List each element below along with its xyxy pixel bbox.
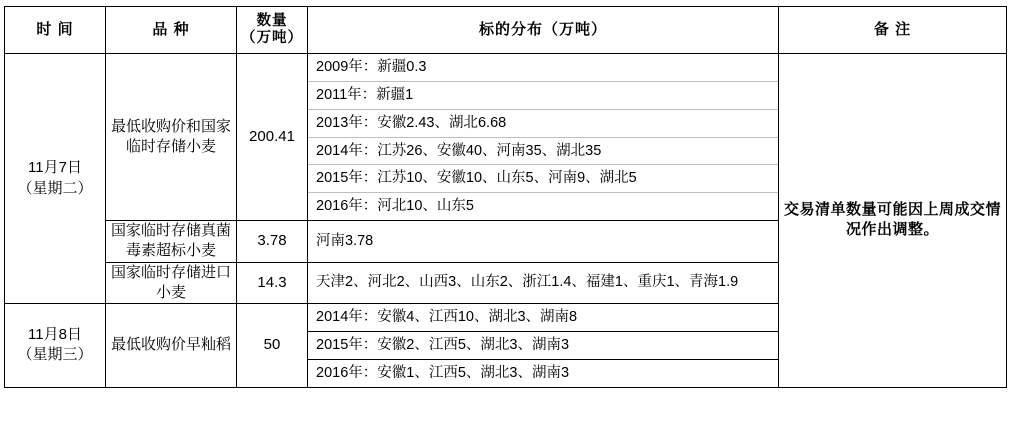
date-main-day2: 11月8日 — [28, 326, 82, 344]
auction-schedule-table — [4, 6, 1007, 388]
variety-quantity: 200.41 — [237, 54, 308, 221]
header-note: 备 注 — [779, 7, 1007, 54]
distribution-list — [308, 228, 778, 255]
list-item: 2014年：江苏26、安徽40、河南35、湖北35 — [308, 137, 778, 165]
list-item: 2016年：河北10、山东5 — [316, 198, 474, 215]
table-row — [5, 54, 1007, 221]
list-item: 2011年：新疆1 — [308, 81, 778, 109]
variety-name: 最低收购价早籼稻 — [106, 304, 237, 388]
distribution-cell — [308, 54, 779, 221]
header-time: 时 间 — [5, 7, 106, 54]
list-item: 2015年：安徽2、江西5、湖北3、湖南3 — [316, 336, 570, 353]
table-header-row — [5, 7, 1007, 54]
distribution-list — [308, 332, 778, 359]
distribution-cell — [308, 221, 779, 263]
list-item: 2013年：安徽2.43、湖北6.68 — [308, 109, 778, 137]
header-distribution: 标的分布（万吨） — [308, 7, 779, 54]
header-quantity-line1: 数量 — [256, 13, 288, 30]
variety-quantity: 3.78 — [237, 221, 308, 263]
variety-quantity: 50 — [237, 304, 308, 388]
date-main-day1: 11月7日 — [28, 159, 82, 177]
variety-name: 最低收购价和国家临时存储小麦 — [106, 54, 237, 221]
list-item: 2009年：新疆0.3 — [308, 54, 778, 81]
header-kind: 品 种 — [106, 7, 237, 54]
list-item: 河南3.78 — [316, 232, 374, 249]
distribution-cell — [308, 359, 779, 387]
date-cell-day1 — [5, 54, 106, 304]
distribution-list — [308, 360, 778, 387]
distribution-cell — [308, 331, 779, 359]
date-sub-day2: （星期三） — [17, 346, 93, 364]
variety-name: 国家临时存储真菌毒素超标小麦 — [106, 221, 237, 263]
distribution-cell — [308, 262, 779, 304]
distribution-list — [308, 54, 778, 220]
date-cell-day2 — [5, 304, 106, 388]
header-quantity — [237, 7, 308, 54]
list-item: 2015年：江苏10、安徽10、山东5、河南9、湖北5 — [308, 165, 778, 193]
distribution-list — [308, 304, 778, 331]
header-quantity-line2: （万吨） — [241, 30, 303, 46]
variety-quantity: 14.3 — [237, 262, 308, 304]
distribution-list — [308, 269, 778, 296]
list-item: 2016年：安徽1、江西5、湖北3、湖南3 — [316, 364, 570, 381]
date-sub-day1: （星期二） — [17, 179, 93, 197]
variety-name: 国家临时存储进口小麦 — [106, 262, 237, 304]
note-cell: 交易清单数量可能因上周成交情况作出调整。 — [779, 54, 1007, 388]
list-item: 2014年：安徽4、江西10、湖北3、湖南8 — [316, 309, 578, 326]
list-item: 天津2、河北2、山西3、山东2、浙江1.4、福建1、重庆1、青海1.9 — [316, 274, 739, 291]
distribution-cell — [308, 304, 779, 332]
